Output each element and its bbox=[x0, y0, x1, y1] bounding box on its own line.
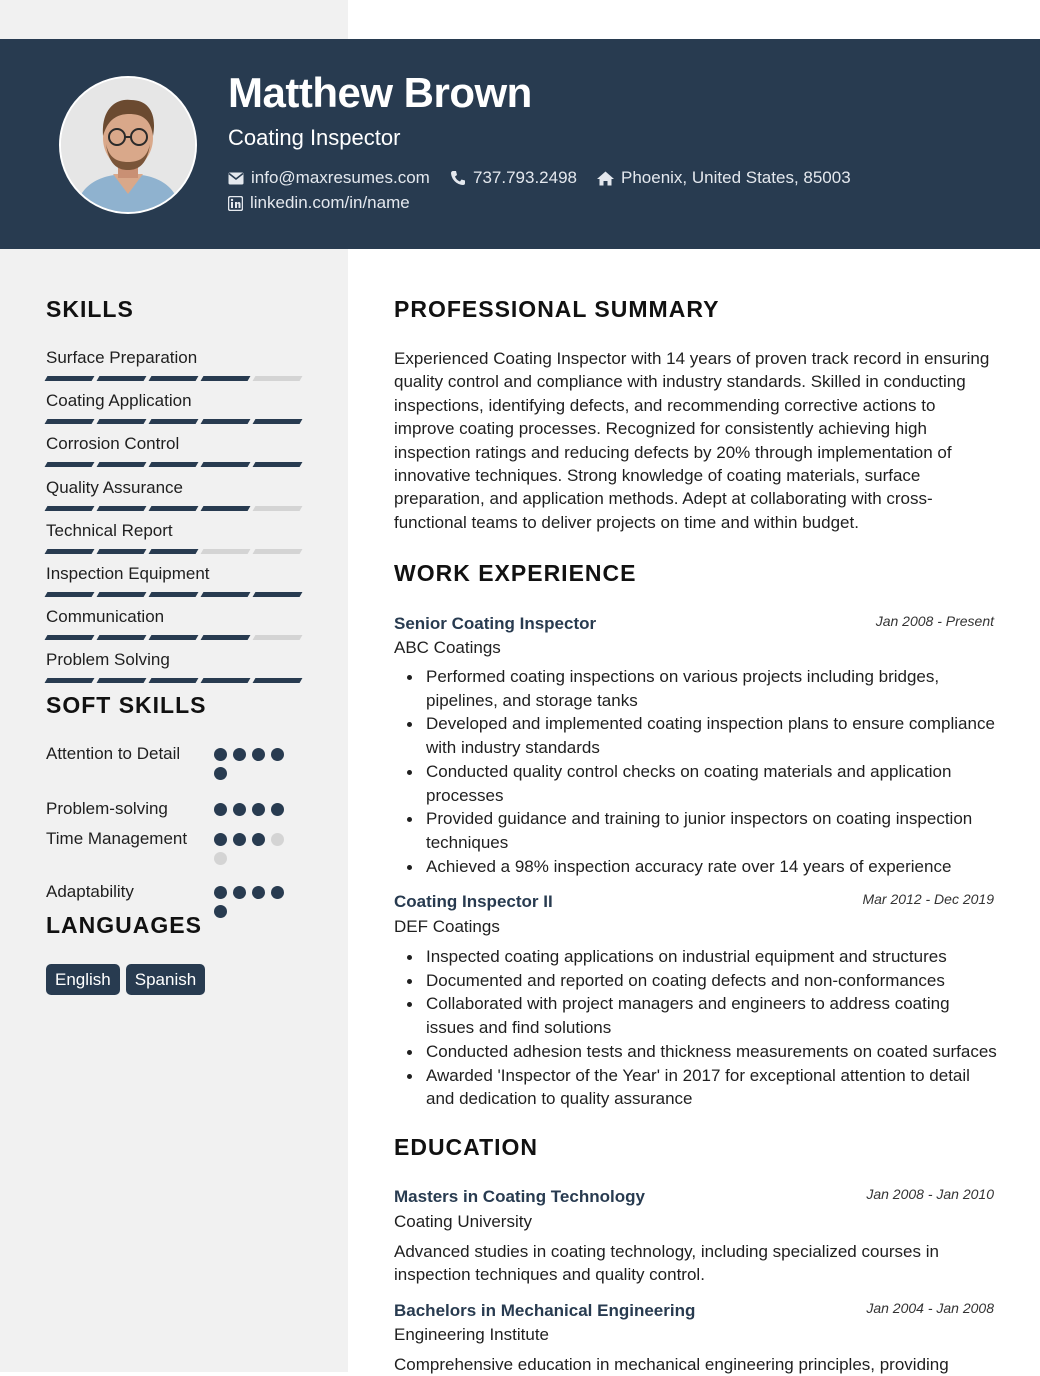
skill-item bbox=[46, 521, 302, 554]
rating-dot bbox=[252, 748, 265, 761]
skill-label: Inspection Equipment bbox=[46, 564, 210, 583]
skill-level-segment bbox=[201, 506, 251, 511]
skill-level-segment bbox=[97, 678, 147, 683]
rating-dot bbox=[271, 748, 284, 761]
education-description: Advanced studies in coating technology, including specialized courses in inspection techniques and quality control. bbox=[394, 1242, 939, 1285]
skill-label: Surface Preparation bbox=[46, 348, 198, 367]
skill-level-segment bbox=[201, 419, 251, 424]
degree-title: Bachelors in Mechanical Engineering bbox=[394, 1301, 696, 1320]
skill-item bbox=[46, 391, 302, 424]
job-title: Coating Inspector II bbox=[394, 892, 553, 911]
experience-heading: WORK EXPERIENCE bbox=[394, 560, 637, 586]
soft-skill-label: Adaptability bbox=[46, 882, 134, 901]
profile-photo bbox=[61, 78, 195, 212]
rating-dot bbox=[233, 833, 246, 846]
skill-level-segment bbox=[253, 678, 303, 683]
skill-level-segment bbox=[201, 592, 251, 597]
soft-skill-rating bbox=[214, 886, 294, 918]
skill-level-segment bbox=[149, 506, 199, 511]
skill-item bbox=[46, 564, 302, 597]
job-title: Senior Coating Inspector bbox=[394, 614, 597, 633]
skill-item bbox=[46, 478, 302, 511]
school-name: Coating University bbox=[394, 1212, 532, 1231]
soft-skill-rating bbox=[214, 833, 294, 865]
list-item: Conducted adhesion tests and thickness measurements on coated surfaces bbox=[426, 1040, 999, 1064]
skill-level-segment bbox=[45, 506, 95, 511]
skill-level-segment bbox=[253, 376, 303, 381]
rating-dot bbox=[214, 905, 227, 918]
list-item: Documented and reported on coating defects and non-conformances bbox=[426, 969, 999, 993]
skill-level-segment bbox=[253, 462, 303, 467]
skill-level-segment bbox=[97, 635, 147, 640]
skill-label: Problem Solving bbox=[46, 650, 170, 670]
job-company: DEF Coatings bbox=[394, 917, 500, 936]
skill-level-segment bbox=[45, 462, 95, 467]
location-text: Phoenix, United States, 85003 bbox=[621, 168, 851, 187]
languages-heading: LANGUAGES bbox=[46, 912, 202, 938]
skill-level-segment bbox=[149, 678, 199, 683]
skill-level-segment bbox=[149, 635, 199, 640]
skill-level-segment bbox=[149, 419, 199, 424]
skill-level-segment bbox=[253, 419, 303, 424]
rating-dot bbox=[271, 833, 284, 846]
rating-dot bbox=[214, 803, 227, 816]
rating-dot bbox=[214, 767, 227, 780]
soft-skill-rating bbox=[214, 803, 294, 816]
skill-level-segment bbox=[149, 462, 199, 467]
skill-level-bar bbox=[46, 549, 302, 554]
languages-list bbox=[46, 964, 205, 995]
rating-dot bbox=[214, 833, 227, 846]
skill-level-segment bbox=[97, 549, 147, 554]
candidate-title: Coating Inspector bbox=[228, 125, 401, 150]
list-item: Developed and implemented coating inspection plans to ensure compliance with industry standards bbox=[426, 712, 999, 759]
job-company: ABC Coatings bbox=[394, 638, 501, 657]
job-bullets bbox=[394, 945, 999, 1111]
job-date: Mar 2012 - Dec 2019 bbox=[862, 891, 994, 907]
skill-level-segment bbox=[201, 462, 251, 467]
skill-level-segment bbox=[97, 462, 147, 467]
list-item: Conducted quality control checks on coating materials and application processes bbox=[426, 760, 999, 807]
skill-label: Technical Report bbox=[46, 520, 173, 540]
list-item: Awarded 'Inspector of the Year' in 2017 for exceptional attention to detail and dedication to quality assurance bbox=[426, 1064, 999, 1111]
skill-level-segment bbox=[97, 419, 147, 424]
skill-level-segment bbox=[45, 549, 95, 554]
soft-skill-label: Time Management bbox=[46, 829, 188, 848]
skill-level-bar bbox=[46, 678, 302, 683]
skill-label: Coating Application bbox=[46, 391, 192, 411]
skill-level-bar bbox=[46, 462, 302, 467]
summary-heading: PROFESSIONAL SUMMARY bbox=[394, 296, 720, 322]
rating-dot bbox=[214, 748, 227, 761]
resume-header bbox=[0, 39, 1040, 249]
soft-skill-label: Attention to Detail bbox=[46, 744, 181, 763]
summary-text: Experienced Coating Inspector with 14 years of proven track record in ensuring quality control and compliance with industry standards. Skilled in conducting inspections, identifying defects, and recommending corrective actions to improve coating processes. Recognized for consistently achieving high inspection ratings and reducing defects by 20% through implementation of innovative techniques. Strong knowledge of coating materials, surface preparation, and application methods. Adept at collaborating with cross-functional teams to deliver projects on time and within budget. bbox=[394, 349, 990, 532]
skill-label: Corrosion Control bbox=[46, 434, 180, 454]
job-date: Jan 2008 - Present bbox=[875, 613, 994, 629]
skill-level-segment bbox=[45, 376, 95, 381]
skills-heading: SKILLS bbox=[46, 296, 134, 322]
skill-level-segment bbox=[97, 506, 147, 511]
skill-item bbox=[46, 607, 302, 640]
skill-level-segment bbox=[97, 592, 147, 597]
rating-dot bbox=[252, 886, 265, 899]
skill-item bbox=[46, 348, 302, 381]
list-item: Inspected coating applications on industrial equipment and structures bbox=[426, 945, 999, 969]
rating-dot bbox=[271, 886, 284, 899]
envelope-icon bbox=[228, 172, 244, 185]
skill-level-bar bbox=[46, 376, 302, 381]
rating-dot bbox=[233, 803, 246, 816]
home-icon bbox=[597, 171, 614, 186]
skill-level-segment bbox=[149, 592, 199, 597]
skill-item bbox=[46, 434, 302, 467]
list-item: Provided guidance and training to junior inspectors on coating inspection techniques bbox=[426, 807, 999, 854]
skill-level-segment bbox=[149, 376, 199, 381]
skill-level-segment bbox=[45, 419, 95, 424]
skill-item bbox=[46, 650, 302, 683]
rating-dot bbox=[252, 833, 265, 846]
list-item: Performed coating inspections on various projects including bridges, pipelines, and storage tanks bbox=[426, 665, 999, 712]
school-name: Engineering Institute bbox=[394, 1325, 549, 1344]
soft-skill-label: Problem-solving bbox=[46, 799, 168, 818]
contact-phone[interactable] bbox=[450, 168, 577, 188]
soft-skill-rating bbox=[214, 748, 294, 780]
skill-label: Communication bbox=[46, 607, 165, 627]
rating-dot bbox=[214, 852, 227, 865]
skill-level-bar bbox=[46, 506, 302, 511]
skill-level-bar bbox=[46, 419, 302, 424]
skill-level-bar bbox=[46, 592, 302, 597]
language-tag: English bbox=[46, 964, 120, 995]
education-date: Jan 2008 - Jan 2010 bbox=[866, 1186, 994, 1202]
job-bullets bbox=[394, 665, 999, 878]
skill-level-segment bbox=[201, 376, 251, 381]
education-description: Comprehensive education in mechanical engineering principles, providing bbox=[394, 1355, 949, 1374]
language-tag: Spanish bbox=[126, 964, 205, 995]
rating-dot bbox=[214, 886, 227, 899]
rating-dot bbox=[252, 803, 265, 816]
skill-level-segment bbox=[201, 678, 251, 683]
skill-level-segment bbox=[201, 635, 251, 640]
candidate-name: Matthew Brown bbox=[228, 69, 532, 116]
phone-text: 737.793.2498 bbox=[473, 168, 577, 187]
linkedin-text: linkedin.com/in/name bbox=[250, 193, 410, 212]
contact-location bbox=[597, 168, 851, 188]
skill-level-bar bbox=[46, 635, 302, 640]
skill-level-segment bbox=[97, 376, 147, 381]
contact-email[interactable] bbox=[228, 168, 430, 188]
soft-skills-heading: SOFT SKILLS bbox=[46, 692, 207, 718]
list-item: Achieved a 98% inspection accuracy rate over 14 years of experience bbox=[426, 855, 999, 879]
contact-linkedin[interactable] bbox=[228, 193, 410, 213]
rating-dot bbox=[271, 803, 284, 816]
skill-level-segment bbox=[253, 506, 303, 511]
skill-level-segment bbox=[253, 635, 303, 640]
avatar bbox=[59, 76, 197, 214]
skill-level-segment bbox=[201, 549, 251, 554]
phone-icon bbox=[450, 170, 466, 186]
skill-level-segment bbox=[45, 635, 95, 640]
degree-title: Masters in Coating Technology bbox=[394, 1187, 645, 1206]
skill-level-segment bbox=[149, 549, 199, 554]
email-text: info@maxresumes.com bbox=[251, 168, 430, 187]
rating-dot bbox=[233, 748, 246, 761]
skill-level-segment bbox=[45, 678, 95, 683]
education-heading: EDUCATION bbox=[394, 1134, 539, 1160]
rating-dot bbox=[233, 886, 246, 899]
list-item: Collaborated with project managers and engineers to address coating issues and find solutions bbox=[426, 992, 999, 1039]
skill-level-segment bbox=[253, 592, 303, 597]
skill-label: Quality Assurance bbox=[46, 477, 184, 497]
skill-level-segment bbox=[253, 549, 303, 554]
skill-level-segment bbox=[45, 592, 95, 597]
linkedin-icon bbox=[228, 196, 243, 211]
education-date: Jan 2004 - Jan 2008 bbox=[866, 1300, 994, 1316]
